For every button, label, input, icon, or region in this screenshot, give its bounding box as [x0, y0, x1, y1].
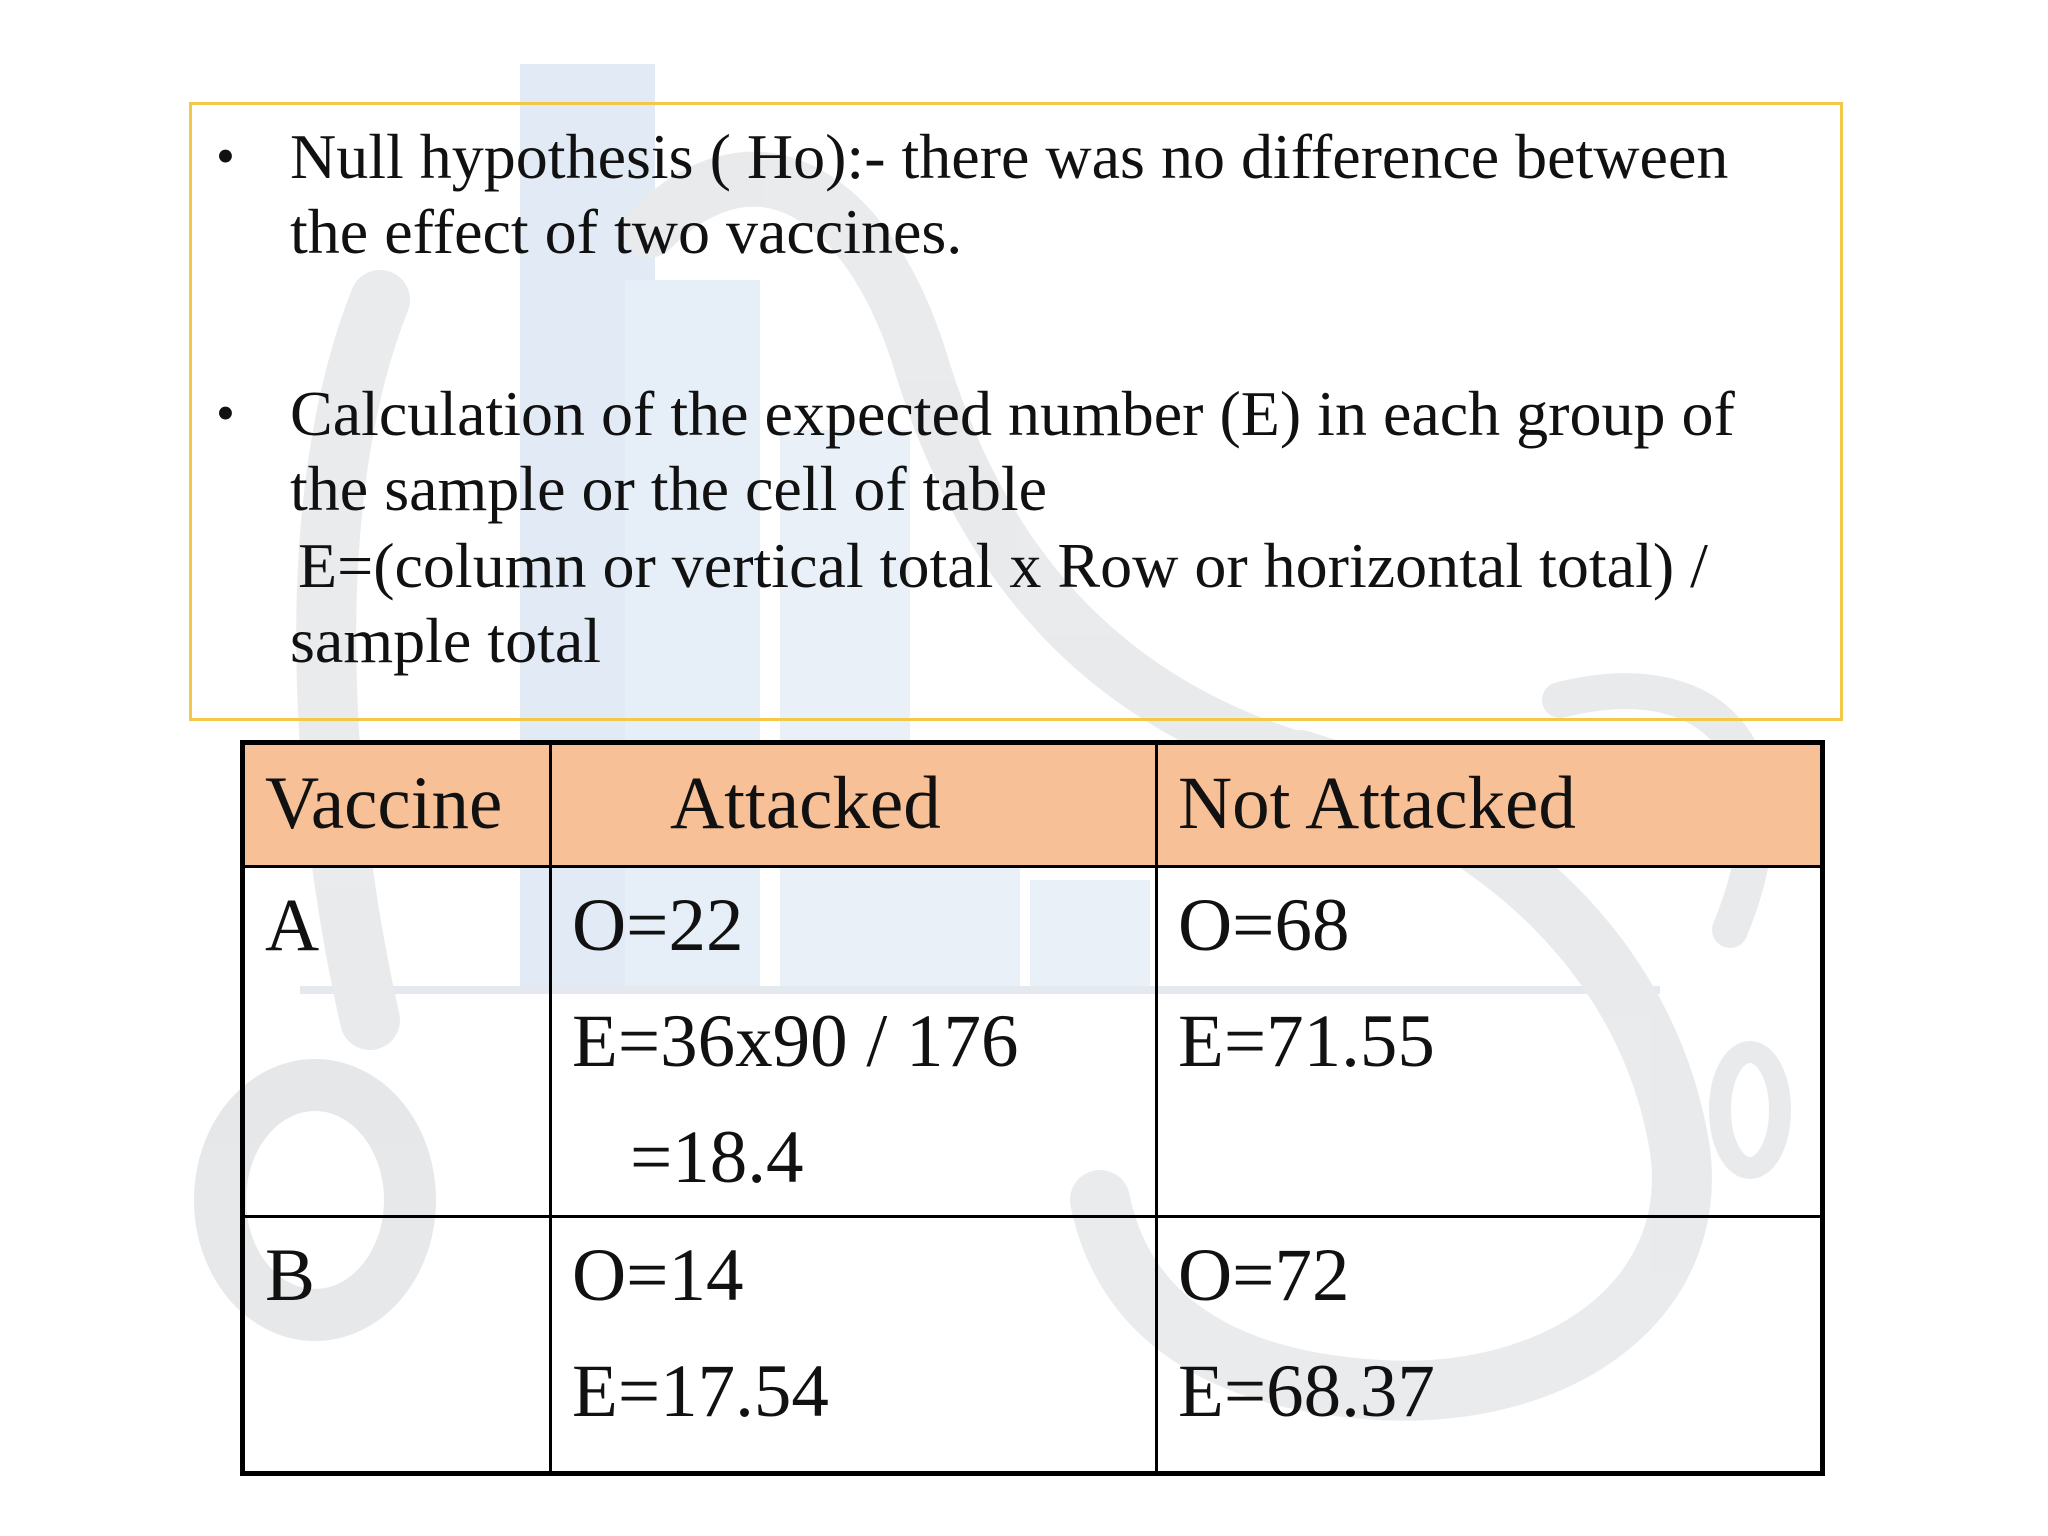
observed-value: O=68 — [1178, 884, 1350, 967]
bullet-symbol: • — [216, 126, 235, 186]
expected-calculation: E=36x90 / 176 — [572, 1000, 1019, 1083]
cell-b-not-attacked — [1158, 1218, 1820, 1471]
header-vaccine: Vaccine — [245, 745, 552, 868]
expected-value: E=71.55 — [1178, 1000, 1435, 1083]
expected-value: E=17.54 — [572, 1350, 829, 1433]
hypothesis-text-box — [189, 102, 1843, 721]
cell-a-not-attacked — [1158, 868, 1820, 1218]
header-attacked: Attacked — [552, 745, 1158, 868]
expected-result: =18.4 — [630, 1116, 804, 1199]
expected-number-text: Calculation of the expected number (E) in each group of the sample or the cell of table — [290, 378, 1735, 524]
cell-vaccine-b — [245, 1218, 552, 1471]
observed-value: O=72 — [1178, 1234, 1350, 1317]
observed-value: O=14 — [572, 1234, 744, 1317]
bullet-symbol: • — [216, 383, 235, 443]
vaccine-label: B — [265, 1234, 316, 1317]
observed-value: O=22 — [572, 884, 744, 967]
expected-formula: E=(column or vertical total x Row or horizontal total) / sample total — [290, 530, 1708, 676]
vaccine-label: A — [265, 884, 320, 967]
cell-vaccine-a — [245, 868, 552, 1218]
header-not-attacked: Not Attacked — [1158, 745, 1820, 868]
chi-square-table — [240, 740, 1825, 1476]
cell-a-attacked — [552, 868, 1158, 1218]
cell-b-attacked — [552, 1218, 1158, 1471]
null-hypothesis-text: Null hypothesis ( Ho):- there was no difference between the effect of two vaccines. — [290, 121, 1729, 267]
expected-value: E=68.37 — [1178, 1350, 1435, 1433]
